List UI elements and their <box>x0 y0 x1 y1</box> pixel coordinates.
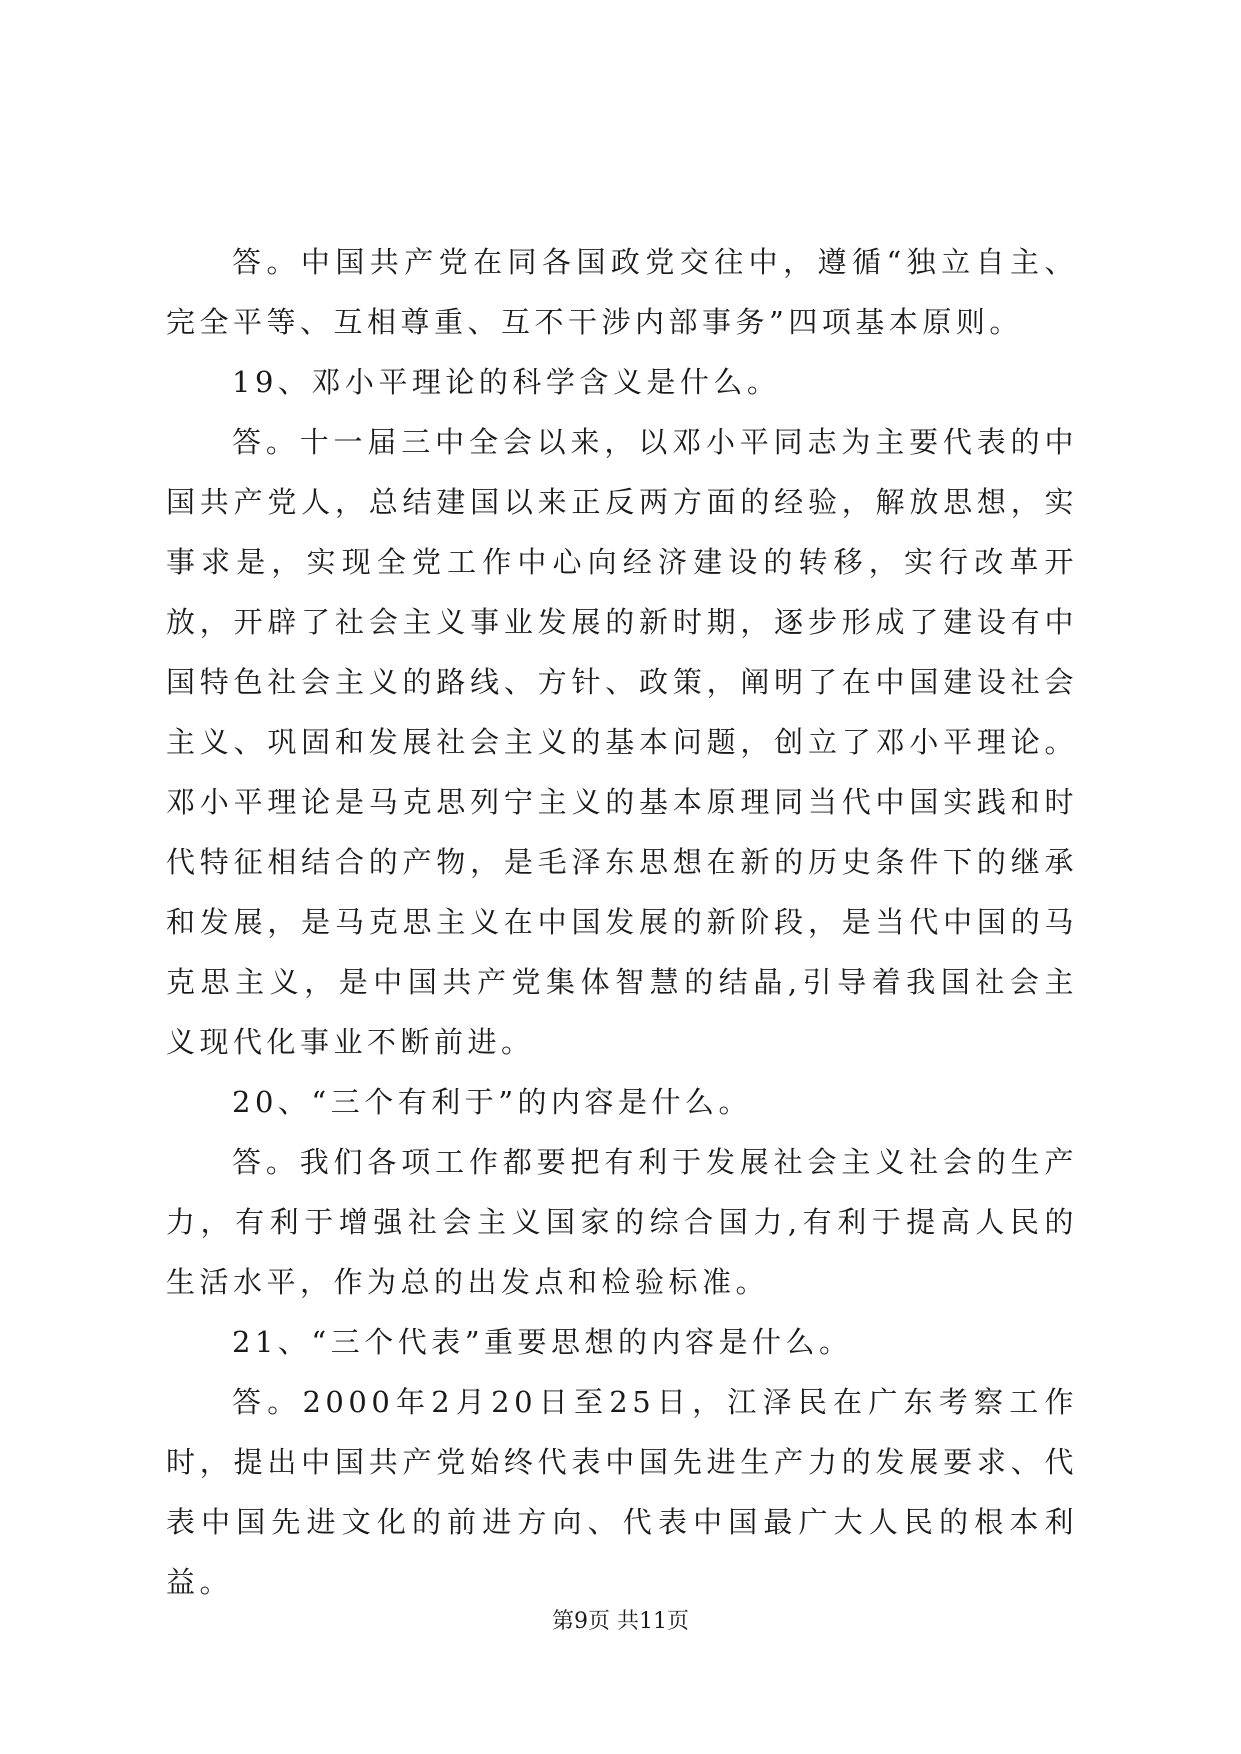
question-heading: 20、“三个有利于”的内容是什么。 <box>232 1085 753 1119</box>
question-heading: 21、“三个代表”重要思想的内容是什么。 <box>232 1325 853 1359</box>
answer-paragraph: 答。中国共产党在同各国政党交往中，遵循“独立自主、完全平等、互相尊重、互不干涉内部事务”四项基本原则。 <box>166 245 1078 339</box>
page-number-footer: 第9页 共11页 <box>552 1609 689 1634</box>
answer-paragraph: 答。十一届三中全会以来，以邓小平同志为主要代表的中国共产党人，总结建国以来正反两方面的经验，解放思想，实事求是，实现全党工作中心向经济建设的转移，实行改革开放，开辟了社会主义事业发展的新时期，逐步形成了建设有中国特色社会主义的路线、方针、政策，阐明了在中国建设社会主义、巩固和发展社会主义的基本问题，创立了邓小平理论。邓小平理论是马克思列宁主义的基本原理同当代中国实践和时代特征相结合的产物，是毛泽东思想在新的历史条件下的继承和发展，是马克思主义在中国发展的新阶段，是当代中国的马克思主义，是中国共产党集体智慧的结晶,引导着我国社会主义现代化事业不断前进。 <box>166 425 1078 1059</box>
question-heading: 19、邓小平理论的科学含义是什么。 <box>232 365 781 399</box>
answer-paragraph: 答。2000年2月20日至25日，江泽民在广东考察工作时，提出中国共产党始终代表中国先进生产力的发展要求、代表中国先进文化的前进方向、代表中国最广大人民的根本利益。 <box>166 1385 1078 1599</box>
answer-paragraph: 答。我们各项工作都要把有利于发展社会主义社会的生产力，有利于增强社会主义国家的综合国力,有利于提高人民的生活水平，作为总的出发点和检验标准。 <box>166 1145 1078 1299</box>
document-body <box>166 232 1078 1612</box>
